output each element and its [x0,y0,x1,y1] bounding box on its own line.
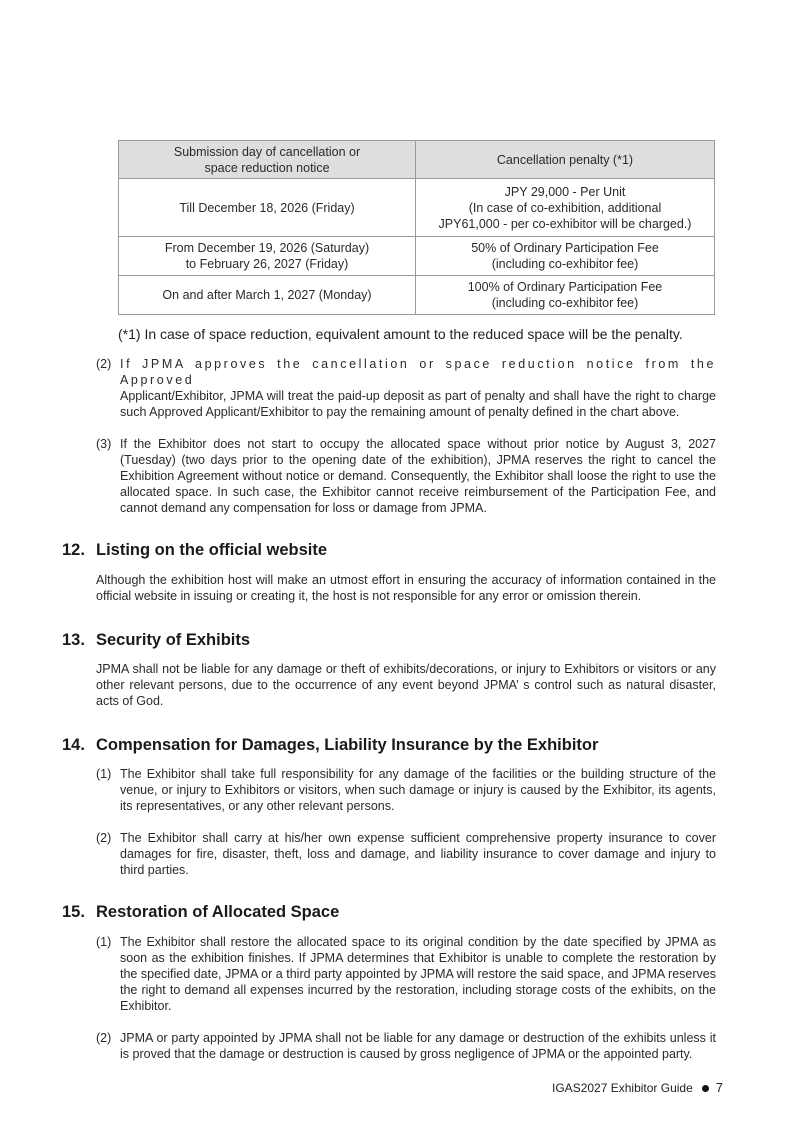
section-title: Listing on the official website [96,541,328,559]
section-number: 14. [62,736,85,754]
page-number: 7 [715,1080,723,1095]
section-title: Security of Exhibits [96,631,251,649]
section-number: 13. [62,631,85,649]
list-item [96,830,716,878]
cell-line: (including co-exhibitor fee) [491,257,639,271]
cell-line: On and after March 1, 2027 (Monday) [162,288,372,302]
list-item [96,1030,716,1062]
table-header-row [119,141,715,179]
table-row [119,179,715,237]
item-text: If the Exhibitor does not start to occupy the allocated space without prior notice by August 3, 2027 (Tuesday) (two days prior to the opening date of the exhibition), JPMA reserves the right to cancel the Exhibition Agreement without notice or demand. Consequently, the Exhibitor shall loose the right to use the allocated space. In such case, the Exhibitor cannot receive reimbursement of the Participation Fee, and cannot demand any compensation for loss or damage from JPMA. [120,437,716,515]
section-paragraph: Although the exhibition host will make an utmost effort in ensuring the accuracy of information contained in the official website in issuing or creating it, the host is not responsible for any error or omission therein. [96,573,716,603]
item-number: (3) [96,437,112,451]
section-number: 12. [62,541,85,559]
item-number: (2) [96,357,112,371]
list-item [96,934,716,1014]
table-header-penalty [416,141,715,179]
cell-line: 50% of Ordinary Participation Fee [471,241,659,255]
section-heading [62,736,598,755]
item-text: JPMA or party appointed by JPMA shall not be liable for any damage or destruction of the exhibits unless it is proved that the damage or destruction is caused by gross negligence of JPMA or the appointed party. [120,1031,716,1061]
item-number: (2) [96,831,112,845]
list-item [96,436,716,516]
table-cell-penalty [416,237,715,276]
table-header-submission-day [119,141,416,179]
table-cell-period [119,276,416,315]
item-text: Applicant/Exhibitor, JPMA will treat the paid-up deposit as part of penalty and shall have the right to charge such Approved Applicant/Exhibitor to pay the remaining amount of penalty defined in the chart above. [120,389,716,419]
cell-line: JPY61,000 - per co-exhibitor will be charged.) [438,216,692,231]
section-heading [62,903,339,922]
item-text: The Exhibitor shall restore the allocated space to its original condition by the date specified by JPMA as soon as the exhibition finishes. If JPMA determines that Exhibitor is unable to complete the restoration by the specified date, JPMA or a third party appointed by JPMA will restore the said space, and JPMA reserves the right to demand all expenses incurred by the restoration, including storage costs of the exhibits, on the Exhibitor. [120,935,716,1013]
list-item [96,356,716,420]
section-title: Compensation for Damages, Liability Insurance by the Exhibitor [96,736,599,754]
table-cell-penalty [416,179,715,237]
section-number: 15. [62,903,85,921]
list-item [96,766,716,814]
item-number: (1) [96,767,112,781]
section-title: Restoration of Allocated Space [96,903,340,921]
header-line: space reduction notice [204,160,330,175]
table-cell-period [119,179,416,237]
header-line: Submission day of cancellation or [173,144,361,159]
cancellation-penalty-table [118,140,715,315]
item-number: (2) [96,1031,112,1045]
table-footnote: (*1) In case of space reduction, equivalent amount to the reduced space will be the penalty. [118,326,683,342]
table-cell-period [119,237,416,276]
section-paragraph: JPMA shall not be liable for any damage or theft of exhibits/decorations, or injury to Exhibitors or visitors or any other relevant persons, due to the occurrence of any event beyond JPMA’ s control such as natural disaster, acts of God. [96,662,716,708]
guide-title: IGAS2027 Exhibitor Guide [552,1081,693,1095]
item-text: The Exhibitor shall carry at his/her own expense sufficient comprehensive property insurance to cover damages for fire, disaster, theft, loss and damage, and liability insurance to cover damage and injury to third parties. [120,831,716,877]
cell-line: Till December 18, 2026 (Friday) [179,200,355,215]
table-cell-penalty [416,276,715,315]
section-heading [62,541,327,560]
section-heading [62,631,250,650]
bullet-dot-icon [702,1085,709,1092]
cell-line: 100% of Ordinary Participation Fee [467,280,663,294]
cell-line: JPY 29,000 - Per Unit [504,184,626,199]
cell-line: From December 19, 2026 (Saturday) [164,241,370,255]
table-row [119,237,715,276]
header-line: Cancellation penalty (*1) [496,152,634,167]
page-footer [552,1080,723,1095]
item-text: The Exhibitor shall take full responsibility for any damage of the facilities or the building structure of the venue, or injury to Exhibitors or visitors, when such damage or injury is caused by the Exhibitor, its agents, its representatives, or any other relevant persons. [120,767,716,813]
item-number: (1) [96,935,112,949]
item-text-first-line: If JPMA approves the cancellation or space reduction notice from the Approved [120,357,716,387]
cell-line: (In case of co-exhibition, additional [468,200,662,215]
cell-line: to February 26, 2027 (Friday) [185,257,349,271]
table-row [119,276,715,315]
cell-line: (including co-exhibitor fee) [491,296,639,310]
